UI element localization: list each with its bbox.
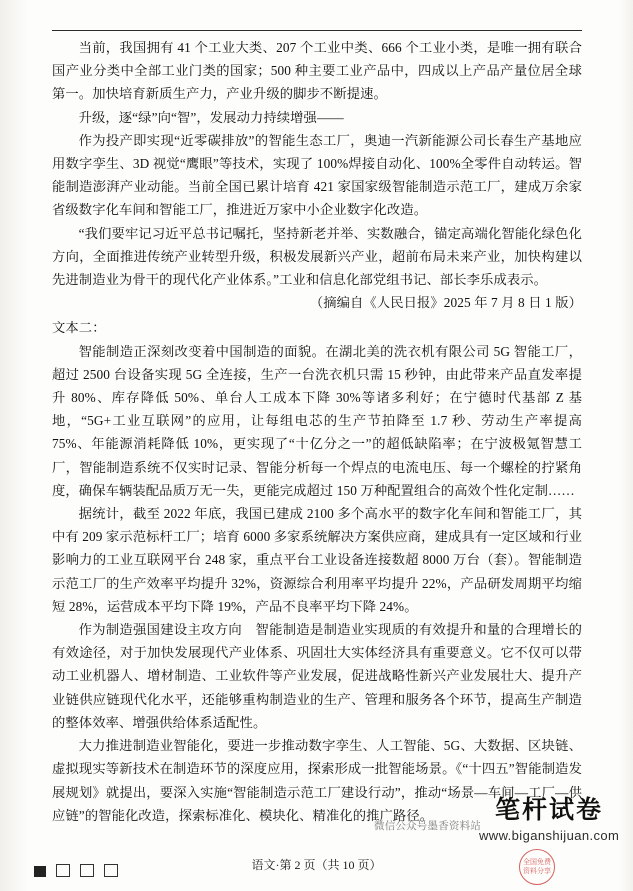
brand-title: 笔杆试卷	[494, 797, 603, 824]
source-citation: （摘编自《人民日报》2025 年 7 月 8 日 1 版）	[309, 295, 582, 311]
inline-watermark: 微信公众号墨香资料站	[374, 820, 481, 832]
paragraph: 智能制造正深刻改变着中国制造的面貌。在湖北美的洗衣机有限公司 5G 智能工厂，超过 2500 台设备实现 5G 全连接，生产一台洗衣机只需 15 秒钟，由此带来产品直发率提升 80%、库存降低 50%、单台人工成本下降 30%等诸多利好；在宁德时代基部 Z 基地，“5G+工业互联网”的应用，让每组电芯的生产节拍降至 1.7 秒、劳动生产率提高 75%、年能源消耗降低 10%，更实现了“十亿分之一”的超低缺陷率；在宁波极氪智慧工厂，智能制造系统不仅实时记录、智能分析每一个焊点的电流电压、每一个螺栓的拧紧角度，确保车辆装配品质万无一失，更能完成超过 150 万种配置组合的高效个性化定制……	[52, 343, 582, 498]
paragraph: 升级，逐“绿”向“智”，发展动力持续增强——	[78, 109, 344, 125]
brand-watermark	[479, 796, 619, 843]
paragraph: 作为投产即实现“近零碳排放”的智能生态工厂，奥迪一汽新能源公司长春生产基地应用数字孪生、3D 视觉“鹰眼”等技术，实现了 100%焊接自动化、100%全零件自动转运。智能制造澎湃产业动能。当前全国已累计培育 421 家国家级智能制造示范工厂，建成万余家省级数字化车间和智能工厂，推进近万家中小企业数字化改造。	[52, 132, 582, 218]
section-label-text-two: 文本二：	[52, 320, 106, 336]
paragraph: “我们要牢记习近平总书记嘱托，坚持新老并举、实数融合，锚定高端化智能化绿色化方向，全面推进传统产业转型升级，积极发展新兴产业，超前布局未来产业，加快构建以先进制造业为骨干的现代化产业体系。”工业和信息化部党组书记、部长李乐成表示。	[52, 225, 582, 288]
red-seal-stamp: 全国免费 资料分享	[519, 849, 555, 885]
brand-url: www.biganshijuan.com	[479, 828, 620, 843]
page-right-edge-shadow	[619, 0, 633, 891]
paragraph: 当前，我国拥有 41 个工业大类、207 个工业中类、666 个工业小类，是唯一拥有联合国产业分类中全部工业门类的国家；500 种主要工业产品中，四成以上产品产量位居全球第一。加快培育新质生产力，产业升级的脚步不断提速。	[52, 40, 582, 102]
paragraph: 大力推进制造业智能化，要进一步推动数字孪生、人工智能、5G、大数据、区块链、虚拟现实等新技术在制造环节的深度应用，探索形成一批智能场景。《“十四五”智能制造发展规划》就提出，要深入实施“智能制造示范工厂建设行动”，推动“场景—车间—工厂—供应链”的智能化改造，探索标准化、模块化、精准化的推广路径。	[52, 738, 582, 823]
page-left-edge-shadow	[0, 0, 28, 891]
paragraph: 作为制造强国建设主攻方向 智能制造是制造业实现质的有效提升和量的合理增长的有效途径，对于加快发展现代产业体系、巩固壮大实体经济具有重要意义。它不仅可以带动工业机器人、增材制造、工业软件等产业发展，促进战略性新兴产业发展壮大、提升产业链供应链现代化水平，还能够重构制造业的生产、管理和服务各个环节，提高生产制造的整体效率、增强供给体系适配性。	[52, 622, 582, 730]
paragraph: 据统计，截至 2022 年底，我国已建成 2100 多个高水平的数字化车间和智能工厂，其中有 209 家示范标杆工厂；培育 6000 多家系统解决方案供应商，建成具有一定区域和行业影响力的工业互联网平台 248 家，重点平台工业设备连接数超 8000 万台（套）。智能制造示范工厂的生产效率平均提升 32%，资源综合利用率平均提升 22%，产品研发周期平均缩短 28%，运营成本平均下降 19%，产品不良率平均下降 24%。	[52, 506, 582, 614]
page-footer: 语文·第 2 页（共 10 页）	[251, 858, 382, 872]
document-body	[52, 36, 582, 827]
header-rule	[52, 30, 582, 31]
